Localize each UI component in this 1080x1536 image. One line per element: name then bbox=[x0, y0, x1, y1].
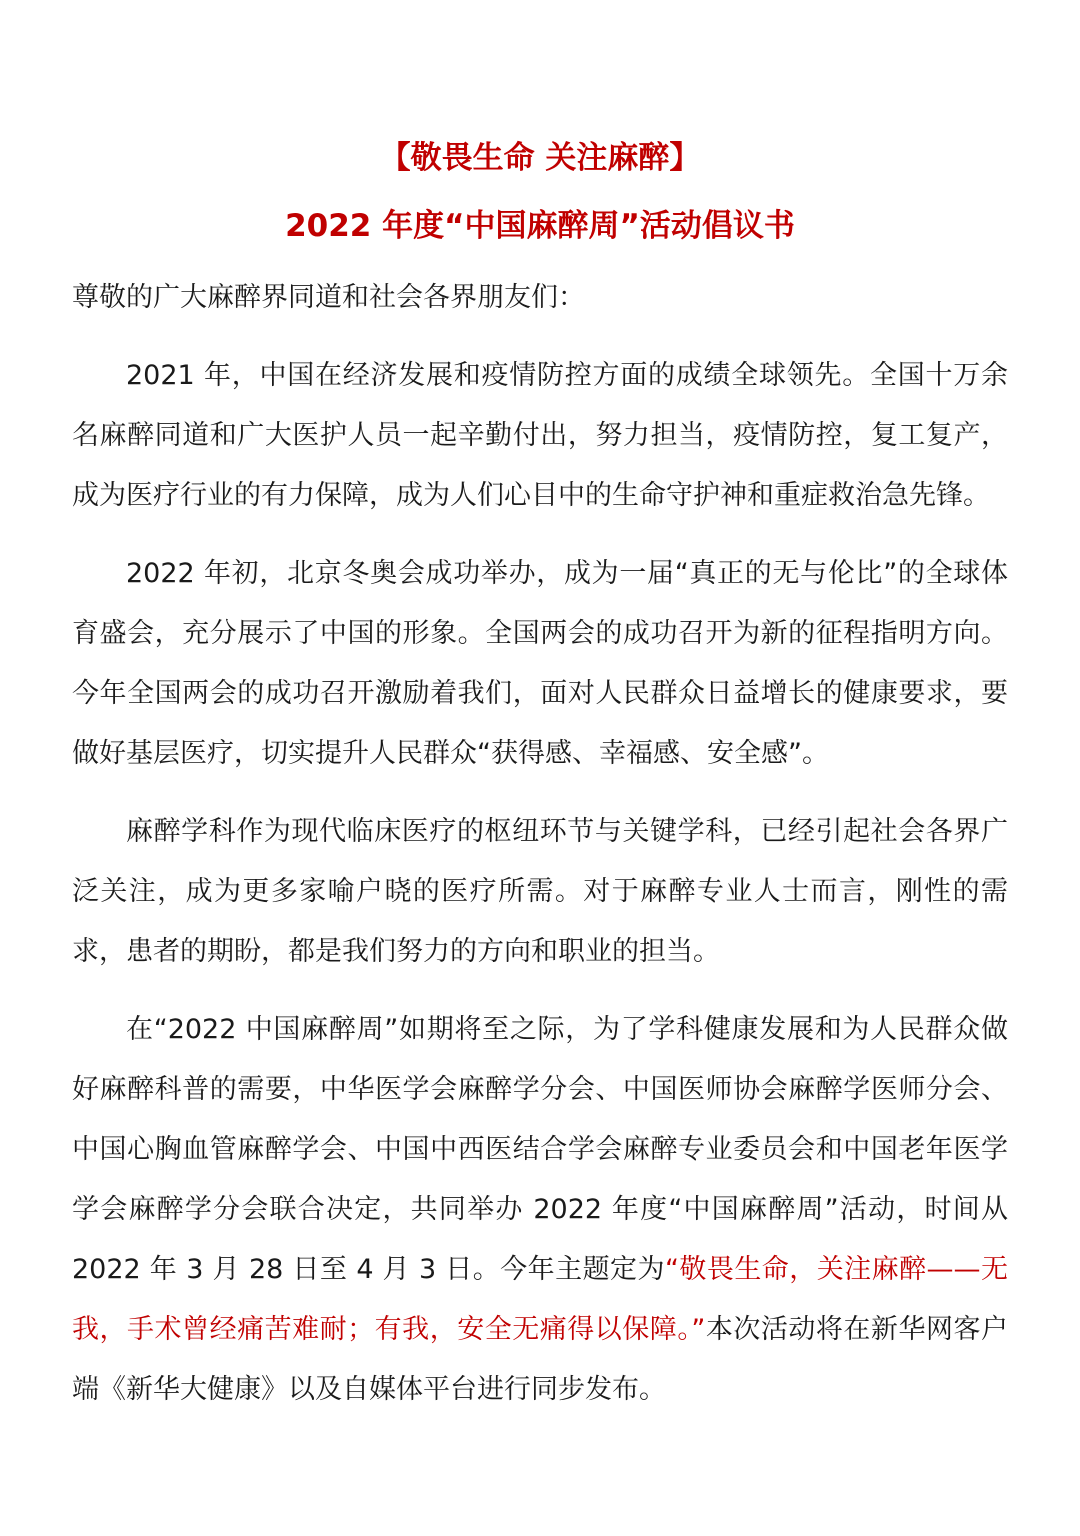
paragraph-2: 2022 年初，北京冬奥会成功举办，成为一届“真正的无与伦比”的全球体育盛会，充分展示了中国的形象。全国两会的成功召开为新的征程指明方向。今年全国两会的成功召开激励着我们，面对人民群众日益增长的健康要求，要做好基层医疗，切实提升人民群众“获得感、幸福感、安全感”。 bbox=[72, 558, 1008, 769]
salutation: 尊敬的广大麻醉界同道和社会各界朋友们： bbox=[72, 282, 585, 313]
document-title: 【敬畏生命 关注麻醉】 bbox=[379, 140, 701, 176]
activity-theme: “敬畏生命，关注麻醉——无我，手术曾经痛苦难耐；有我，安全无痛得以保障。” bbox=[72, 1254, 1008, 1345]
paragraph-4-text-after: 本次活动将在新华网客户端《新华大健康》以及自媒体平台进行同步发布。 bbox=[72, 1314, 1008, 1405]
paragraph-3: 麻醉学科作为现代临床医疗的枢纽环节与关键学科，已经引起社会各界广泛关注，成为更多家喻户晓的医疗所需。对于麻醉专业人士而言，刚性的需求，患者的期盼，都是我们努力的方向和职业的担当。 bbox=[72, 816, 1008, 967]
paragraph-4 bbox=[72, 1000, 1008, 1420]
paragraph-1: 2021 年，中国在经济发展和疫情防控方面的成绩全球领先。全国十万余名麻醉同道和广大医护人员一起辛勤付出，努力担当，疫情防控，复工复产，成为医疗行业的有力保障，成为人们心目中的生命守护神和重症救治急先锋。 bbox=[72, 360, 1008, 511]
document-subtitle: 2022 年度“中国麻醉周”活动倡议书 bbox=[285, 208, 795, 244]
paragraph-4-text-before: 在“2022 中国麻醉周”如期将至之际，为了学科健康发展和为人民群众做好麻醉科普的需要，中华医学会麻醉学分会、中国医师协会麻醉学医师分会、中国心胸血管麻醉学会、中国中西医结合学会麻醉专业委员会和中国老年医学学会麻醉学分会联合决定，共同举办 2022 年度“中国麻醉周”活动，时间从 2022 年 3 月 28 日至 4 月 3 日。今年主题定为 bbox=[72, 1014, 1008, 1285]
